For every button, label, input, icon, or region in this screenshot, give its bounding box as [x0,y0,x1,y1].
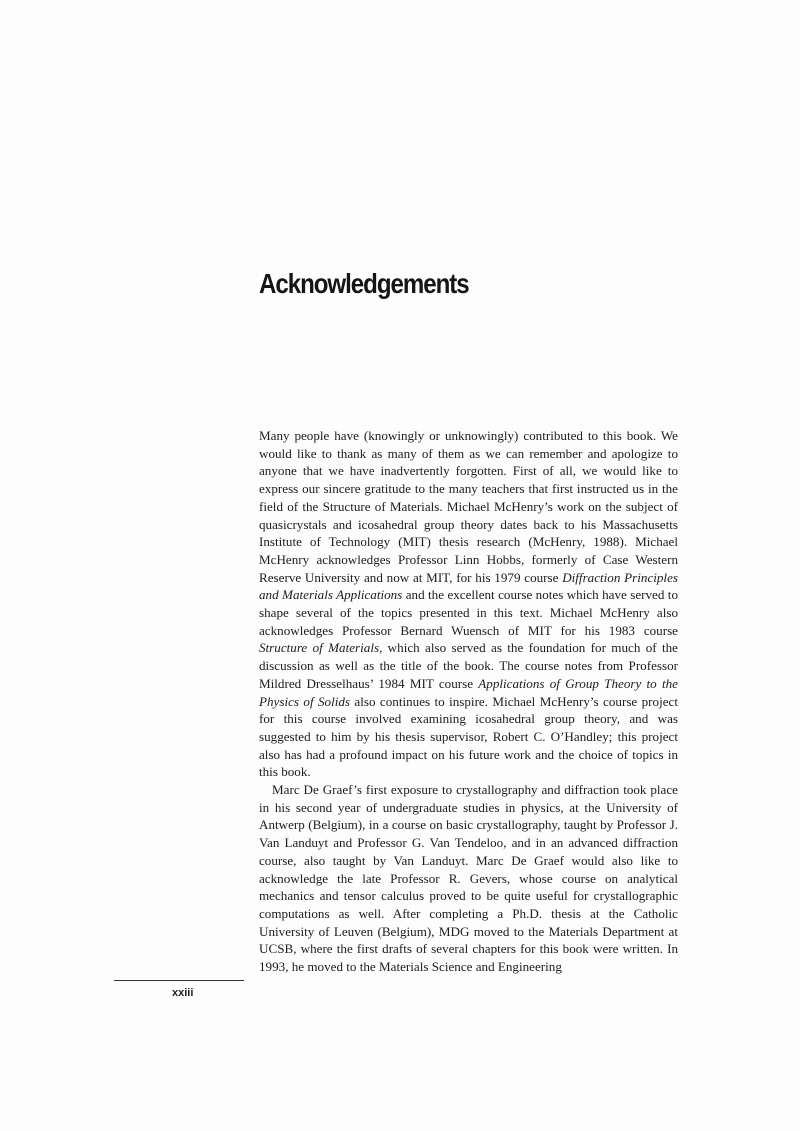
course-title-diffraction: Diffraction Principles and Materials Applications [259,569,678,603]
footer-rule [114,980,244,981]
body-text [259,427,678,976]
paragraph-2 [259,781,678,976]
text-segment: also continues to inspire. Michael McHenry’s course project for this course involved examining icosahedral group theory, and was suggested to him by his thesis supervisor, Robert C. O’Handley; this project also has had a profound impact on his future work and the choice of topics in this book. [259,693,678,780]
text-segment: , which also served as the foundation for much of the discussion as well as the title of the book. The course notes from Professor Mildred Dresselhaus’ 1984 MIT course [259,640,678,691]
text-segment: and the excellent course notes which have served to shape several of the topics presented in this text. Michael McHenry also acknowledges Professor Bernard Wuensch of MIT for his 1983 course [259,587,678,638]
page-number: xxiii [172,987,194,999]
chapter-heading: Acknowledgements [259,268,469,299]
paragraph-1 [259,427,678,781]
course-title-group-theory: Applications of Group Theory to the Physics of Solids [259,675,678,709]
text-segment: Marc De Graef’s first exposure to crystallography and diffraction took place in his second year of undergraduate studies in physics, at the University of Antwerp (Belgium), in a course on basic crystallography, taught by Professor J. Van Landuyt and Professor G. Van Tendeloo, and in an advanced diffraction course, also taught by Van Landuyt. Marc De Graef would also like to acknowledge the late Professor R. Gevers, whose course on analytical mechanics and tensor calculus proved to be quite useful for crystallographic computations as well. After completing a Ph.D. thesis at the Catholic University of Leuven (Belgium), MDG moved to the Materials Department at UCSB, where the first drafts of several chapters for this book were written. In 1993, he moved to the Materials Science and Engineering [259,782,678,975]
text-segment: Many people have (knowingly or unknowingly) contributed to this book. We would like to thank as many of them as we can remember and apologize to anyone that we have inadvertently forgotten. First of all, we would like to express our sincere gratitude to the many teachers that first instructed us in the field of the Structure of Materials. Michael McHenry’s work on the subject of quasicrystals and icosahedral group theory dates back to his Massachusetts Institute of Technology (MIT) thesis research (McHenry, 1988). Michael McHenry acknowledges Professor Linn Hobbs, formerly of Case Western Reserve University and now at MIT, for his 1979 course [259,428,678,585]
course-title-structure: Structure of Materials [259,640,380,656]
